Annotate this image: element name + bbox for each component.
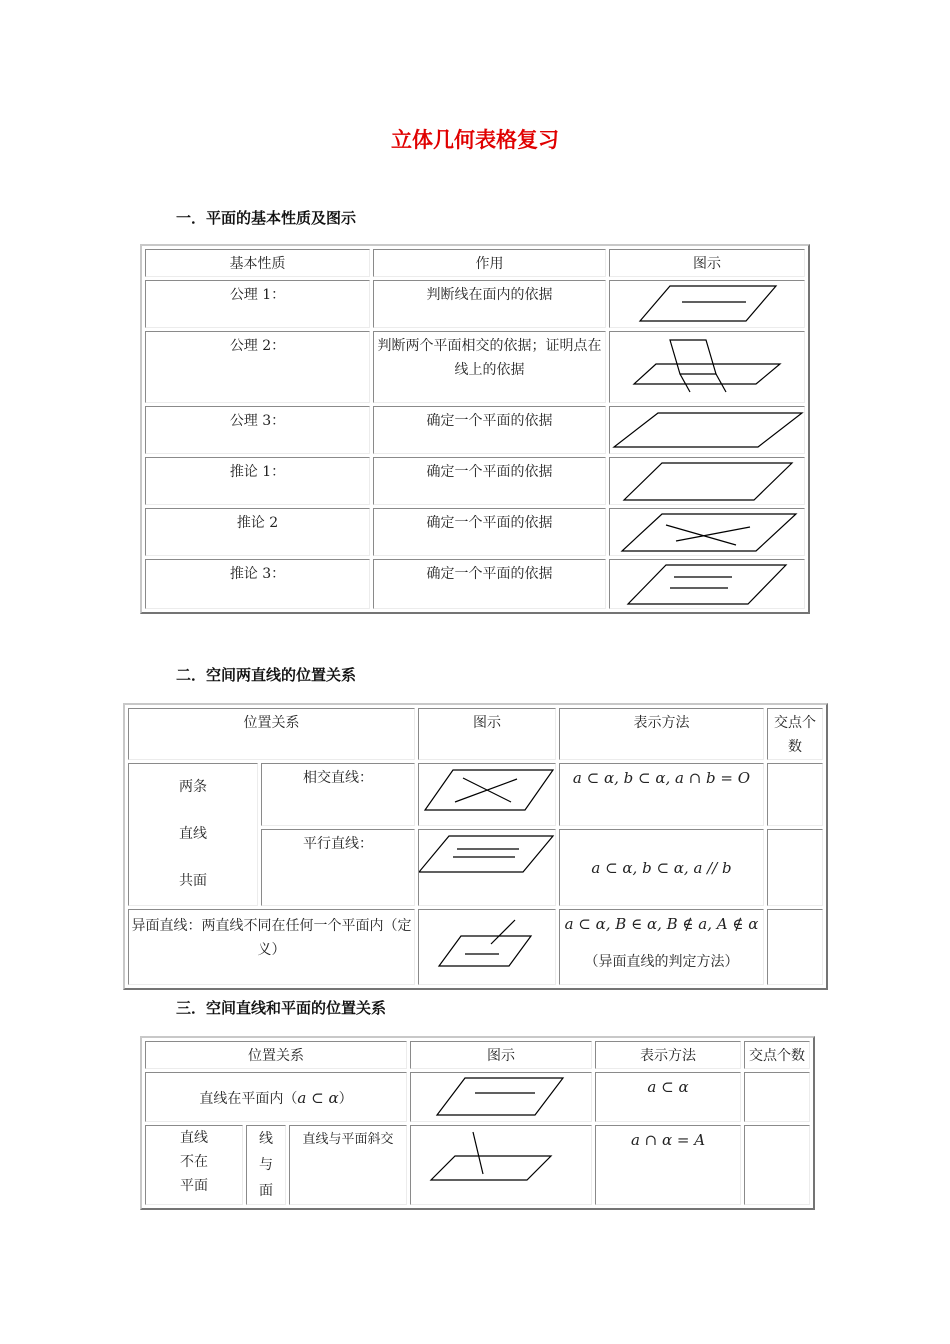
header-figure: 图示 bbox=[609, 249, 805, 277]
count-cell bbox=[744, 1072, 810, 1122]
figure-cell bbox=[410, 1125, 592, 1205]
parallel-lines-in-plane-icon bbox=[419, 832, 556, 876]
header-relation: 位置关系 bbox=[128, 708, 415, 760]
use-cell: 确定一个平面的依据 bbox=[373, 508, 606, 556]
count-cell bbox=[744, 1125, 810, 1205]
property-cell: 推论 2 bbox=[145, 508, 370, 556]
header-figure: 图示 bbox=[418, 708, 556, 760]
skew-lines-icon bbox=[419, 912, 556, 982]
count-cell bbox=[767, 909, 823, 985]
property-cell: 推论 3： bbox=[145, 559, 370, 609]
plane-icon bbox=[610, 409, 805, 453]
header-figure: 图示 bbox=[410, 1041, 592, 1069]
in-plane-relation-cell: 直线在平面内（a ⊂ α） bbox=[145, 1072, 407, 1122]
figure-cell bbox=[418, 909, 556, 985]
figure-cell bbox=[609, 457, 805, 505]
plane-icon bbox=[610, 460, 805, 504]
figure-cell bbox=[410, 1072, 592, 1122]
figure-cell bbox=[609, 280, 805, 328]
line-in-plane-icon bbox=[411, 1075, 592, 1121]
oblique-relation-cell: 直线与平面斜交 bbox=[289, 1125, 407, 1205]
figure-cell bbox=[418, 763, 556, 826]
plane-parallel-lines-icon bbox=[610, 562, 805, 608]
notation-cell: a ⊂ α, b ⊂ α, a // b bbox=[559, 829, 764, 906]
intersecting-lines-in-plane-icon bbox=[419, 766, 556, 814]
figure-cell bbox=[609, 406, 805, 454]
plane-with-line-icon bbox=[610, 283, 805, 327]
plane-crossing-lines-icon bbox=[610, 511, 805, 555]
skew-relation-cell: 异面直线：两直线不同在任何一个平面内（定义） bbox=[128, 909, 415, 985]
page-title: 立体几何表格复习 bbox=[391, 128, 559, 152]
property-cell: 公理 1： bbox=[145, 280, 370, 328]
header-count: 交点个数 bbox=[767, 708, 823, 760]
line-plane-relations-table bbox=[140, 1036, 815, 1210]
header-notation: 表示方法 bbox=[559, 708, 764, 760]
use-cell: 判断两个平面相交的依据；证明点在线上的依据 bbox=[373, 331, 606, 403]
property-cell: 推论 1： bbox=[145, 457, 370, 505]
property-cell: 公理 2： bbox=[145, 331, 370, 403]
header-notation: 表示方法 bbox=[595, 1041, 741, 1069]
line-oblique-to-plane-icon bbox=[411, 1128, 592, 1200]
property-cell: 公理 3： bbox=[145, 406, 370, 454]
header-count: 交点个数 bbox=[744, 1041, 810, 1069]
count-cell bbox=[767, 829, 823, 906]
use-cell: 确定一个平面的依据 bbox=[373, 406, 606, 454]
figure-cell bbox=[609, 331, 805, 403]
use-cell: 判断线在面内的依据 bbox=[373, 280, 606, 328]
notation-cell: a ∩ α = A bbox=[595, 1125, 741, 1205]
header-property: 基本性质 bbox=[145, 249, 370, 277]
relation-cell: 平行直线： bbox=[261, 829, 415, 906]
relation-cell: 相交直线： bbox=[261, 763, 415, 826]
line-plane-sub: 线与面 bbox=[246, 1125, 286, 1205]
intersecting-planes-icon bbox=[610, 334, 805, 400]
section2-heading: 二．空间两直线的位置关系 bbox=[176, 666, 357, 684]
section1-heading: 一．平面的基本性质及图示 bbox=[176, 209, 357, 227]
use-cell: 确定一个平面的依据 bbox=[373, 457, 606, 505]
notation-cell: a ⊂ α, b ⊂ α, a ∩ b = O bbox=[559, 763, 764, 826]
figure-cell bbox=[418, 829, 556, 906]
notation-cell: a ⊂ α, B ∈ α, B ∉ a, A ∉ α （异面直线的判定方法） bbox=[559, 909, 764, 985]
line-relations-table bbox=[123, 703, 828, 990]
figure-cell bbox=[609, 559, 805, 609]
section3-heading: 三．空间直线和平面的位置关系 bbox=[176, 999, 387, 1017]
count-cell bbox=[767, 763, 823, 826]
coplanar-label: 两条 直线 共面 bbox=[128, 763, 258, 906]
plane-properties-table bbox=[140, 244, 810, 614]
header-relation: 位置关系 bbox=[145, 1041, 407, 1069]
header-use: 作用 bbox=[373, 249, 606, 277]
use-cell: 确定一个平面的依据 bbox=[373, 559, 606, 609]
notation-cell: a ⊂ α bbox=[595, 1072, 741, 1122]
not-in-plane-group: 直线不在平面 bbox=[145, 1125, 243, 1205]
figure-cell bbox=[609, 508, 805, 556]
